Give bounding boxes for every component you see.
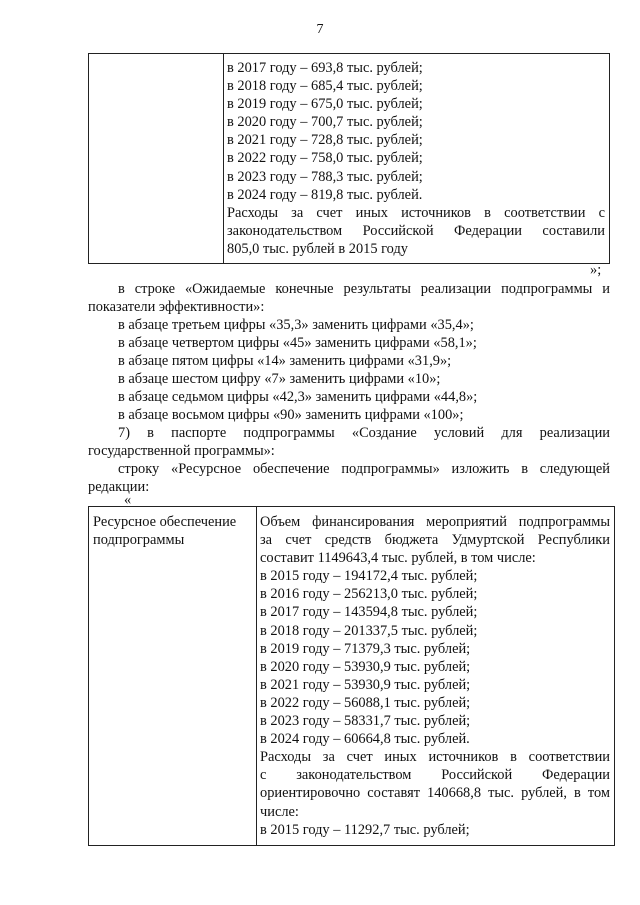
amendment-item: в абзаце восьмом цифры «90» заменить цифрами «100»; bbox=[118, 407, 464, 423]
year-amount-line: в 2021 году – 728,8 тыс. рублей; bbox=[227, 132, 423, 149]
amendment-item: в абзаце шестом цифру «7» заменить цифрами «10»; bbox=[118, 371, 441, 387]
other-sources-line: законодательством Российской Федерации составили bbox=[227, 222, 605, 239]
point-7-line: 7) в паспорте подпрограммы «Создание условий для реализации bbox=[118, 425, 610, 441]
funding-intro-line: составит 1149643,4 тыс. рублей, в том числе: bbox=[260, 550, 536, 567]
other-sources-line: Расходы за счет иных источников в соответствии bbox=[260, 749, 610, 766]
year-amount-line: в 2022 году – 56088,1 тыс. рублей; bbox=[260, 694, 471, 711]
row-header-line: Ресурсное обеспечение bbox=[93, 514, 237, 530]
funding-table-continuation bbox=[88, 53, 610, 264]
instruction-line: строку «Ресурсное обеспечение подпрограммы» изложить в следующей bbox=[118, 461, 610, 477]
row-instruction-line: показатели эффективности»: bbox=[88, 299, 265, 315]
row-header-line: подпрограммы bbox=[93, 532, 185, 549]
row-instruction-line: в строке «Ожидаемые конечные результаты реализации подпрограммы и bbox=[118, 281, 610, 297]
resource-provision-table bbox=[88, 506, 615, 846]
other-sources-line: числе: bbox=[260, 803, 299, 820]
funding-intro-line: за счет средств бюджета Удмуртской Республики bbox=[260, 532, 610, 549]
year-amount-line: в 2024 году – 819,8 тыс. рублей. bbox=[227, 186, 423, 203]
opening-quote-mark: « bbox=[124, 492, 132, 508]
other-sources-line: Расходы за счет иных источников в соответствии с bbox=[227, 204, 605, 221]
funding-intro-line: Объем финансирования мероприятий подпрограммы bbox=[260, 514, 610, 530]
point-7-line: государственной программы»: bbox=[88, 443, 275, 459]
page-number: 7 bbox=[316, 22, 324, 37]
year-amount-line: в 2019 году – 71379,3 тыс. рублей; bbox=[260, 640, 471, 657]
year-amount-line: в 2018 году – 685,4 тыс. рублей; bbox=[227, 78, 423, 95]
table1-right-cell bbox=[224, 54, 610, 264]
amendment-item: в абзаце седьмом цифры «42,3» заменить цифрами «44,8»; bbox=[118, 389, 478, 405]
year-amount-line: в 2019 году – 675,0 тыс. рублей; bbox=[227, 96, 423, 113]
table2-left-cell bbox=[89, 507, 257, 846]
year-amount-line: в 2023 году – 788,3 тыс. рублей; bbox=[227, 168, 423, 185]
closing-quote-mark: »; bbox=[590, 262, 602, 278]
other-sources-line: 805,0 тыс. рублей в 2015 году bbox=[227, 240, 408, 257]
year-amount-line: в 2024 году – 60664,8 тыс. рублей. bbox=[260, 731, 470, 748]
year-amount-line: в 2016 году – 256213,0 тыс. рублей; bbox=[260, 586, 478, 603]
table2-right-cell bbox=[257, 507, 615, 846]
year-amount-line: в 2017 году – 143594,8 тыс. рублей; bbox=[260, 604, 478, 621]
year-amount-line: в 2020 году – 53930,9 тыс. рублей; bbox=[260, 658, 471, 675]
other-sources-line: с законодательством Российской Федерации bbox=[260, 767, 610, 784]
amendment-item: в абзаце пятом цифры «14» заменить цифрами «31,9»; bbox=[118, 353, 452, 369]
year-amount-line: в 2020 году – 700,7 тыс. рублей; bbox=[227, 114, 423, 131]
year-amount-line: в 2021 году – 53930,9 тыс. рублей; bbox=[260, 676, 471, 693]
amendment-item: в абзаце четвертом цифры «45» заменить цифрами «58,1»; bbox=[118, 335, 477, 351]
instruction-line: редакции: bbox=[88, 479, 150, 495]
year-amount-line: в 2017 году – 693,8 тыс. рублей; bbox=[227, 60, 423, 76]
other-sources-line: ориентировочно составят 140668,8 тыс. рублей, в том bbox=[260, 785, 610, 802]
year-amount-line: в 2023 году – 58331,7 тыс. рублей; bbox=[260, 713, 471, 730]
table1-left-cell bbox=[89, 54, 224, 264]
year-amount-line: в 2022 году – 758,0 тыс. рублей; bbox=[227, 150, 423, 167]
amendment-item: в абзаце третьем цифры «35,3» заменить цифрами «35,4»; bbox=[118, 317, 474, 333]
year-amount-line: в 2018 году – 201337,5 тыс. рублей; bbox=[260, 622, 478, 639]
year-amount-line: в 2015 году – 11292,7 тыс. рублей; bbox=[260, 821, 470, 838]
year-amount-line: в 2015 году – 194172,4 тыс. рублей; bbox=[260, 568, 478, 585]
